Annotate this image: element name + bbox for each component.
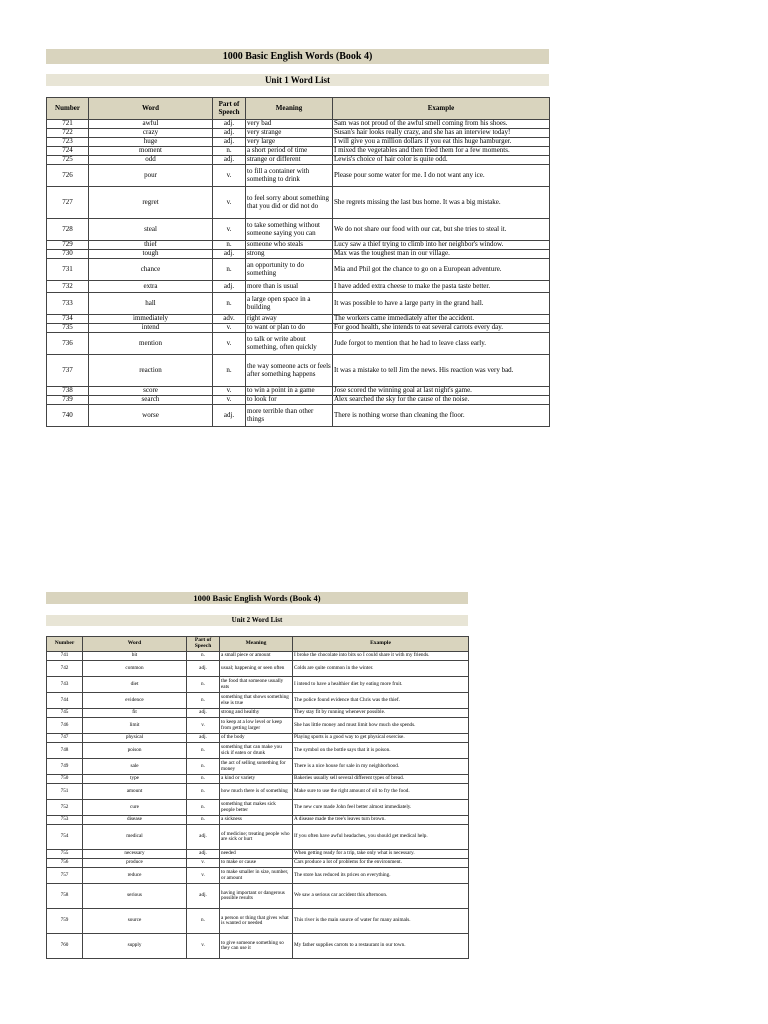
cell-example: The symbol on the bottle says that it is poison.	[293, 743, 469, 759]
cell-part-of-speech: v.	[213, 324, 246, 333]
table-row	[47, 293, 550, 315]
cell-part-of-speech: adj.	[187, 825, 220, 850]
cell-number: 731	[47, 259, 89, 281]
cell-example: She regrets missing the last bus home. It was a big mistake.	[333, 187, 550, 219]
cell-example: Mia and Phil got the chance to go on a European adventure.	[333, 259, 550, 281]
cell-part-of-speech: n.	[187, 816, 220, 825]
cell-number: 749	[47, 759, 83, 775]
cell-example: Sam was not proud of the awful smell coming from his shoes.	[333, 120, 550, 129]
table-row	[47, 259, 550, 281]
cell-meaning: strong and healthy	[220, 709, 293, 718]
table-row	[47, 775, 469, 784]
cell-meaning: right away	[246, 315, 333, 324]
cell-number: 737	[47, 355, 89, 387]
cell-example: If you often have awful headaches, you should get medical help.	[293, 825, 469, 850]
header-example: Example	[293, 637, 469, 652]
cell-example: This river is the main source of water for many animals.	[293, 909, 469, 934]
cell-number: 725	[47, 156, 89, 165]
table-row	[47, 909, 469, 934]
table-row	[47, 816, 469, 825]
cell-number: 754	[47, 825, 83, 850]
cell-meaning: a kind or variety	[220, 775, 293, 784]
cell-number: 742	[47, 661, 83, 677]
cell-part-of-speech: n.	[187, 759, 220, 775]
cell-word: produce	[83, 859, 187, 868]
cell-word: crazy	[89, 129, 213, 138]
table-row	[47, 825, 469, 850]
cell-number: 755	[47, 850, 83, 859]
cell-meaning: very large	[246, 138, 333, 147]
cell-example: Playing sports is a good way to get physical exercise.	[293, 734, 469, 743]
cell-number: 747	[47, 734, 83, 743]
cell-word: search	[89, 396, 213, 405]
sheet-subtitle: Unit 2 Word List	[46, 615, 468, 626]
cell-meaning: strange or different	[246, 156, 333, 165]
cell-part-of-speech: adj.	[187, 734, 220, 743]
cell-word: tough	[89, 250, 213, 259]
table-row	[47, 281, 550, 293]
cell-number: 748	[47, 743, 83, 759]
cell-part-of-speech: v.	[187, 859, 220, 868]
cell-number: 746	[47, 718, 83, 734]
cell-number: 733	[47, 293, 89, 315]
cell-meaning: to keep at a low level or keep from getting larger	[220, 718, 293, 734]
table-row	[47, 784, 469, 800]
cell-meaning: to look for	[246, 396, 333, 405]
sheet-title: 1000 Basic English Words (Book 4)	[46, 49, 549, 64]
cell-word: evidence	[83, 693, 187, 709]
cell-meaning: a person or thing that gives what is wanted or needed	[220, 909, 293, 934]
table-row	[47, 147, 550, 156]
cell-meaning: a short period of time	[246, 147, 333, 156]
cell-meaning: to talk or write about something, often quickly	[246, 333, 333, 355]
cell-number: 724	[47, 147, 89, 156]
cell-example: Make sure to use the right amount of oil to fry the food.	[293, 784, 469, 800]
cell-example: The workers came immediately after the accident.	[333, 315, 550, 324]
cell-number: 740	[47, 405, 89, 427]
cell-number: 727	[47, 187, 89, 219]
cell-word: awful	[89, 120, 213, 129]
cell-word: poison	[83, 743, 187, 759]
cell-example: My father supplies carrots to a restaurant in our town.	[293, 934, 469, 959]
cell-example: We saw a serious car accident this afternoon.	[293, 884, 469, 909]
header-meaning: Meaning	[246, 98, 333, 120]
cell-number: 750	[47, 775, 83, 784]
cell-meaning: a large open space in a building	[246, 293, 333, 315]
cell-word: diet	[83, 677, 187, 693]
table-header-row	[47, 98, 550, 120]
cell-part-of-speech: v.	[213, 165, 246, 187]
cell-part-of-speech: adj.	[213, 138, 246, 147]
cell-number: 760	[47, 934, 83, 959]
header-word: Word	[89, 98, 213, 120]
cell-word: common	[83, 661, 187, 677]
cell-number: 735	[47, 324, 89, 333]
cell-meaning: a sickness	[220, 816, 293, 825]
cell-example: It was possible to have a large party in the grand hall.	[333, 293, 550, 315]
cell-part-of-speech: v.	[213, 187, 246, 219]
table-row	[47, 405, 550, 427]
sheet-subtitle: Unit 1 Word List	[46, 74, 549, 86]
cell-word: steal	[89, 219, 213, 241]
cell-meaning: to give someone something so they can use it	[220, 934, 293, 959]
unit-2-sheet	[46, 592, 468, 959]
cell-example: Colds are quite common in the winter.	[293, 661, 469, 677]
cell-meaning: something that shows something else is true	[220, 693, 293, 709]
table-row	[47, 250, 550, 259]
cell-part-of-speech: n.	[187, 652, 220, 661]
cell-example: There is nothing worse than cleaning the floor.	[333, 405, 550, 427]
cell-meaning: having important or dangerous possible results	[220, 884, 293, 909]
cell-example: The store has reduced its prices on everything.	[293, 868, 469, 884]
table-row	[47, 800, 469, 816]
table-row	[47, 129, 550, 138]
cell-example: Bakeries usually sell several different types of bread.	[293, 775, 469, 784]
cell-part-of-speech: n.	[213, 355, 246, 387]
header-part-of-speech: Part of Speech	[187, 637, 220, 652]
cell-meaning: to make or cause	[220, 859, 293, 868]
cell-part-of-speech: adj.	[213, 129, 246, 138]
table-row	[47, 709, 469, 718]
cell-word: sale	[83, 759, 187, 775]
cell-number: 722	[47, 129, 89, 138]
cell-example: Please pour some water for me. I do not want any ice.	[333, 165, 550, 187]
cell-example: Jose scored the winning goal at last night's game.	[333, 387, 550, 396]
header-number: Number	[47, 637, 83, 652]
table-row	[47, 138, 550, 147]
table-row	[47, 693, 469, 709]
table-row	[47, 850, 469, 859]
cell-example: Susan's hair looks really crazy, and she has an interview today!	[333, 129, 550, 138]
cell-meaning: very bad	[246, 120, 333, 129]
cell-word: worse	[89, 405, 213, 427]
cell-example: Jude forgot to mention that he had to leave class early.	[333, 333, 550, 355]
table-row	[47, 661, 469, 677]
table-row	[47, 734, 469, 743]
table-row	[47, 241, 550, 250]
cell-part-of-speech: n.	[187, 693, 220, 709]
cell-number: 758	[47, 884, 83, 909]
cell-word: thief	[89, 241, 213, 250]
cell-part-of-speech: n.	[213, 259, 246, 281]
cell-example: The police found evidence that Chris was the thief.	[293, 693, 469, 709]
cell-word: serious	[83, 884, 187, 909]
cell-part-of-speech: n.	[213, 293, 246, 315]
cell-word: extra	[89, 281, 213, 293]
cell-meaning: something that makes sick people better	[220, 800, 293, 816]
table-row	[47, 120, 550, 129]
cell-number: 738	[47, 387, 89, 396]
cell-number: 759	[47, 909, 83, 934]
cell-part-of-speech: adj.	[213, 120, 246, 129]
cell-example: Lucy saw a thief trying to climb into her neighbor's window.	[333, 241, 550, 250]
cell-part-of-speech: adj.	[187, 709, 220, 718]
cell-number: 723	[47, 138, 89, 147]
cell-word: necessary	[83, 850, 187, 859]
cell-word: disease	[83, 816, 187, 825]
cell-number: 728	[47, 219, 89, 241]
cell-example: I will give you a million dollars if you eat this huge hamburger.	[333, 138, 550, 147]
cell-part-of-speech: adj.	[187, 884, 220, 909]
cell-meaning: to make smaller in size, number, or amount	[220, 868, 293, 884]
table-row	[47, 355, 550, 387]
cell-part-of-speech: adj.	[187, 850, 220, 859]
cell-number: 753	[47, 816, 83, 825]
table-row	[47, 219, 550, 241]
table-row	[47, 387, 550, 396]
cell-part-of-speech: v.	[213, 396, 246, 405]
cell-part-of-speech: n.	[213, 241, 246, 250]
table-row	[47, 156, 550, 165]
cell-example: Lewis's choice of hair color is quite odd.	[333, 156, 550, 165]
cell-example: We do not share our food with our cat, but she tries to steal it.	[333, 219, 550, 241]
cell-part-of-speech: v.	[213, 387, 246, 396]
cell-word: chance	[89, 259, 213, 281]
table-row	[47, 677, 469, 693]
table-header-row	[47, 637, 469, 652]
header-example: Example	[333, 98, 550, 120]
cell-part-of-speech: adj.	[187, 661, 220, 677]
table-body	[47, 652, 469, 959]
cell-part-of-speech: adv.	[213, 315, 246, 324]
cell-number: 756	[47, 859, 83, 868]
cell-example: I mixed the vegetables and then fried them for a few moments.	[333, 147, 550, 156]
table-row	[47, 759, 469, 775]
cell-meaning: the food that someone usually eats	[220, 677, 293, 693]
cell-example: When getting ready for a trip, take only what is necessary.	[293, 850, 469, 859]
table-row	[47, 859, 469, 868]
cell-part-of-speech: n.	[187, 677, 220, 693]
cell-number: 729	[47, 241, 89, 250]
cell-number: 741	[47, 652, 83, 661]
cell-meaning: someone who steals	[246, 241, 333, 250]
cell-example: Alex searched the sky for the cause of the noise.	[333, 396, 550, 405]
cell-part-of-speech: n.	[213, 147, 246, 156]
cell-meaning: the act of selling something for money	[220, 759, 293, 775]
cell-number: 734	[47, 315, 89, 324]
cell-number: 732	[47, 281, 89, 293]
cell-meaning: more terrible than other things	[246, 405, 333, 427]
cell-word: physical	[83, 734, 187, 743]
cell-number: 752	[47, 800, 83, 816]
sheet-title: 1000 Basic English Words (Book 4)	[46, 592, 468, 604]
cell-example: I have added extra cheese to make the pasta taste better.	[333, 281, 550, 293]
cell-example: For good health, she intends to eat several carrots every day.	[333, 324, 550, 333]
cell-word: regret	[89, 187, 213, 219]
table-row	[47, 652, 469, 661]
word-list-table	[46, 97, 550, 427]
cell-meaning: an opportunity to do something	[246, 259, 333, 281]
cell-meaning: to fill a container with something to drink	[246, 165, 333, 187]
cell-word: reduce	[83, 868, 187, 884]
cell-example: They stay fit by running whenever possible.	[293, 709, 469, 718]
cell-part-of-speech: v.	[213, 333, 246, 355]
cell-number: 744	[47, 693, 83, 709]
header-meaning: Meaning	[220, 637, 293, 652]
cell-part-of-speech: n.	[187, 775, 220, 784]
cell-part-of-speech: adj.	[213, 156, 246, 165]
cell-word: huge	[89, 138, 213, 147]
cell-meaning: of the body	[220, 734, 293, 743]
header-word: Word	[83, 637, 187, 652]
cell-word: immediately	[89, 315, 213, 324]
cell-meaning: very strange	[246, 129, 333, 138]
cell-word: pour	[89, 165, 213, 187]
cell-part-of-speech: n.	[187, 784, 220, 800]
cell-meaning: to feel sorry about something that you did or did not do	[246, 187, 333, 219]
cell-example: Max was the toughest man in our village.	[333, 250, 550, 259]
table-row	[47, 718, 469, 734]
header-number: Number	[47, 98, 89, 120]
cell-part-of-speech: n.	[187, 800, 220, 816]
cell-meaning: of medicine; treating people who are sick or hurt	[220, 825, 293, 850]
cell-word: reaction	[89, 355, 213, 387]
cell-example: I intend to have a healthier diet by eating more fruit.	[293, 677, 469, 693]
cell-word: medical	[83, 825, 187, 850]
cell-word: hall	[89, 293, 213, 315]
cell-meaning: to win a point in a game	[246, 387, 333, 396]
cell-word: bit	[83, 652, 187, 661]
cell-word: odd	[89, 156, 213, 165]
cell-example: A disease made the tree's leaves turn brown.	[293, 816, 469, 825]
cell-part-of-speech: n.	[187, 743, 220, 759]
cell-meaning: a small piece or amount	[220, 652, 293, 661]
cell-word: type	[83, 775, 187, 784]
table-row	[47, 165, 550, 187]
cell-part-of-speech: v.	[187, 868, 220, 884]
cell-meaning: something that can make you sick if eaten or drunk	[220, 743, 293, 759]
cell-word: supply	[83, 934, 187, 959]
cell-number: 730	[47, 250, 89, 259]
cell-word: cure	[83, 800, 187, 816]
cell-word: mention	[89, 333, 213, 355]
cell-example: Cars produce a lot of problems for the environment.	[293, 859, 469, 868]
cell-part-of-speech: v.	[187, 718, 220, 734]
table-row	[47, 315, 550, 324]
cell-part-of-speech: adj.	[213, 250, 246, 259]
table-row	[47, 187, 550, 219]
cell-number: 726	[47, 165, 89, 187]
table-body	[47, 120, 550, 427]
cell-number: 745	[47, 709, 83, 718]
cell-meaning: to take something without someone saying you can	[246, 219, 333, 241]
cell-example: She has little money and must limit how much she spends.	[293, 718, 469, 734]
cell-number: 739	[47, 396, 89, 405]
cell-meaning: strong	[246, 250, 333, 259]
cell-example: I broke the chocolate into bits so I could share it with my friends.	[293, 652, 469, 661]
cell-word: source	[83, 909, 187, 934]
cell-number: 736	[47, 333, 89, 355]
cell-word: moment	[89, 147, 213, 156]
cell-part-of-speech: v.	[213, 219, 246, 241]
cell-part-of-speech: n.	[187, 909, 220, 934]
table-row	[47, 396, 550, 405]
cell-number: 757	[47, 868, 83, 884]
cell-word: amount	[83, 784, 187, 800]
cell-example: The new cure made John feel better almost immediately.	[293, 800, 469, 816]
cell-meaning: the way someone acts or feels after something happens	[246, 355, 333, 387]
table-row	[47, 934, 469, 959]
cell-meaning: to want or plan to do	[246, 324, 333, 333]
header-part-of-speech: Part of Speech	[213, 98, 246, 120]
cell-part-of-speech: v.	[187, 934, 220, 959]
cell-meaning: more than is usual	[246, 281, 333, 293]
cell-number: 721	[47, 120, 89, 129]
cell-word: fit	[83, 709, 187, 718]
cell-part-of-speech: adj.	[213, 405, 246, 427]
cell-word: limit	[83, 718, 187, 734]
cell-meaning: needed	[220, 850, 293, 859]
word-list-table	[46, 636, 469, 959]
unit-1-sheet	[46, 49, 549, 427]
cell-example: There is a nice house for sale in my neighborhood.	[293, 759, 469, 775]
cell-number: 743	[47, 677, 83, 693]
table-row	[47, 884, 469, 909]
cell-meaning: how much there is of something	[220, 784, 293, 800]
cell-word: score	[89, 387, 213, 396]
table-row	[47, 333, 550, 355]
cell-example: It was a mistake to tell Jim the news. His reaction was very bad.	[333, 355, 550, 387]
table-row	[47, 743, 469, 759]
cell-number: 751	[47, 784, 83, 800]
table-row	[47, 868, 469, 884]
table-row	[47, 324, 550, 333]
cell-part-of-speech: adj.	[213, 281, 246, 293]
cell-word: intend	[89, 324, 213, 333]
cell-meaning: usual; happening or seen often	[220, 661, 293, 677]
